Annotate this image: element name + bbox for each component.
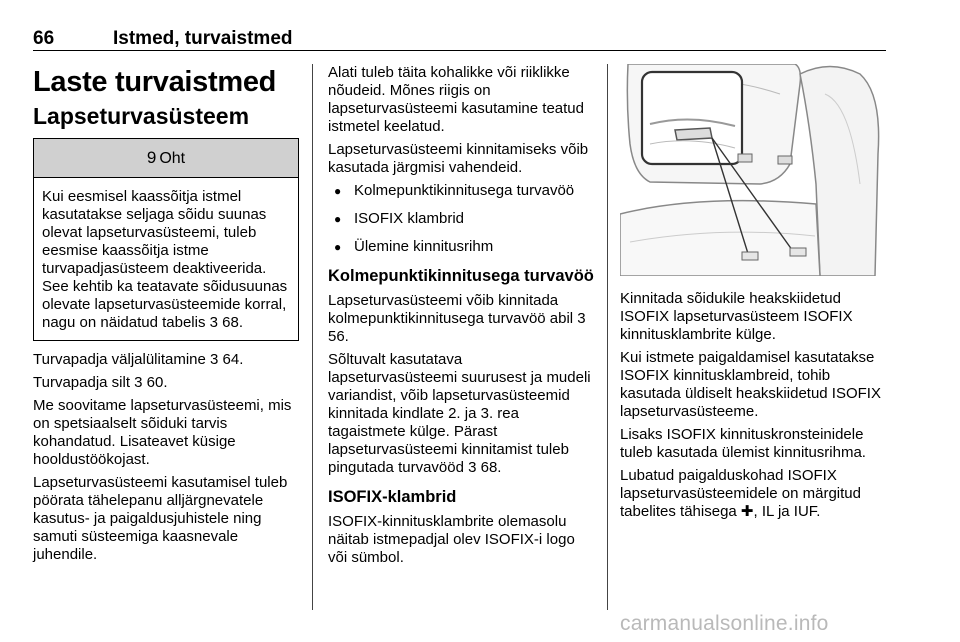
seat-drawing xyxy=(620,64,886,276)
paragraph xyxy=(620,467,886,521)
page-number: 66 xyxy=(33,28,55,49)
paragraph: Turvapadja silt 3 60. xyxy=(33,374,168,391)
subsection-title: Lapseturvasüsteem xyxy=(33,103,250,129)
paragraph: Lapseturvasüsteemi kinnitamiseks võib kasutada järgmisi vahendeid. xyxy=(328,141,589,176)
warning-label: Oht xyxy=(159,150,186,167)
column-2 xyxy=(328,64,594,572)
column-1 xyxy=(33,64,299,569)
warning-triangle-icon: 9 xyxy=(146,148,157,167)
paragraph: Me soovitame lapseturvasüsteemi, mis on spetsiaalselt sõiduki tarvis kohandatud. Lisateavet küsige hooldustöökojast. xyxy=(33,397,292,468)
paragraph: Lisaks ISOFIX kinnituskronsteinidele tuleb kasutada ülemist kinnitusrihma. xyxy=(620,426,866,461)
page-header xyxy=(33,26,886,51)
column-divider xyxy=(607,64,608,610)
subheading: Kolmepunktikinnitusega turvavöö xyxy=(328,267,594,285)
section-title: Laste turvaistmed xyxy=(33,66,277,98)
paragraph: Sõltuvalt kasutatava lapseturvasüsteemi suurusest ja mudeli variandist, võib lapseturvasüsteemid kinnitada kindlate 2. ja 3. rea tagaistmete külge. Pärast lapseturvasüsteemi kinnitamist tuleb pingutada turvavööd 3 68. xyxy=(328,351,591,476)
bullet-list xyxy=(328,182,594,256)
paragraph: Kinnitada sõidukile heakskiidetud ISOFIX lapseturvasüsteem ISOFIX kinnitusklambrite külge. xyxy=(620,290,853,343)
paragraph: Lapseturvasüsteemi kasutamisel tuleb pöörata tähelepanu alljärgnevatele kasutus- ja paigaldusjuhistele ning samuti süsteemiga kaasnevale juhendile. xyxy=(33,474,288,563)
column-3 xyxy=(620,64,886,526)
list-item: ● Kolmepunktikinnitusega turvavöö xyxy=(328,182,594,200)
warning-header xyxy=(34,139,298,178)
header-title: Istmed, turvaistmed xyxy=(113,28,293,49)
paragraph: ISOFIX-kinnitusklambrite olemasolu näitab istmepadjal olev ISOFIX-i logo või sümbol. xyxy=(328,513,575,566)
list-item: ● Ülemine kinnitusrihm xyxy=(328,238,594,256)
isofix-plus-icon: ✚ xyxy=(740,503,754,520)
paragraph: Alati tuleb täita kohalikke või riiklikke nõudeid. Mõnes riigis on lapseturvasüsteemi kasutamine teatud istmetel keelatud. xyxy=(328,64,584,135)
paragraph-text: , IL ja IUF. xyxy=(753,503,821,520)
warning-text: Kui eesmisel kaassõitja istmel kasutatakse seljaga sõidu suunas olevat lapseturvasüsteemi, tuleb eesmise kaassõitja istme turvapadjasüsteem deaktiveerida. See kehtib ka teatavate sõidusuunas olevate lapseturvasüsteemide korral, nagu on näidatud tabelis 3 68. xyxy=(42,188,288,331)
paragraph: Lapseturvasüsteemi võib kinnitada kolmepunktikinnitusega turvavöö abil 3 56. xyxy=(328,292,586,345)
warning-box xyxy=(33,138,299,341)
column-divider xyxy=(312,64,313,610)
watermark: carmanualsonline.info xyxy=(620,612,829,635)
paragraph-text: Lubatud paigalduskohad ISOFIX lapseturvasüsteemidele on märgitud tabelites tähisega xyxy=(620,467,861,520)
list-item: ● ISOFIX klambrid xyxy=(328,210,594,228)
paragraph: Kui istmete paigaldamisel kasutatakse ISOFIX kinnitusklambreid, tohib kasutada üldiselt heakskiidetud ISOFIX lapseturvasüsteeme. xyxy=(620,349,881,420)
paragraph: Turvapadja väljalülitamine 3 64. xyxy=(33,351,244,368)
subheading: ISOFIX-klambrid xyxy=(328,488,457,506)
isofix-seat-illustration xyxy=(620,64,886,276)
